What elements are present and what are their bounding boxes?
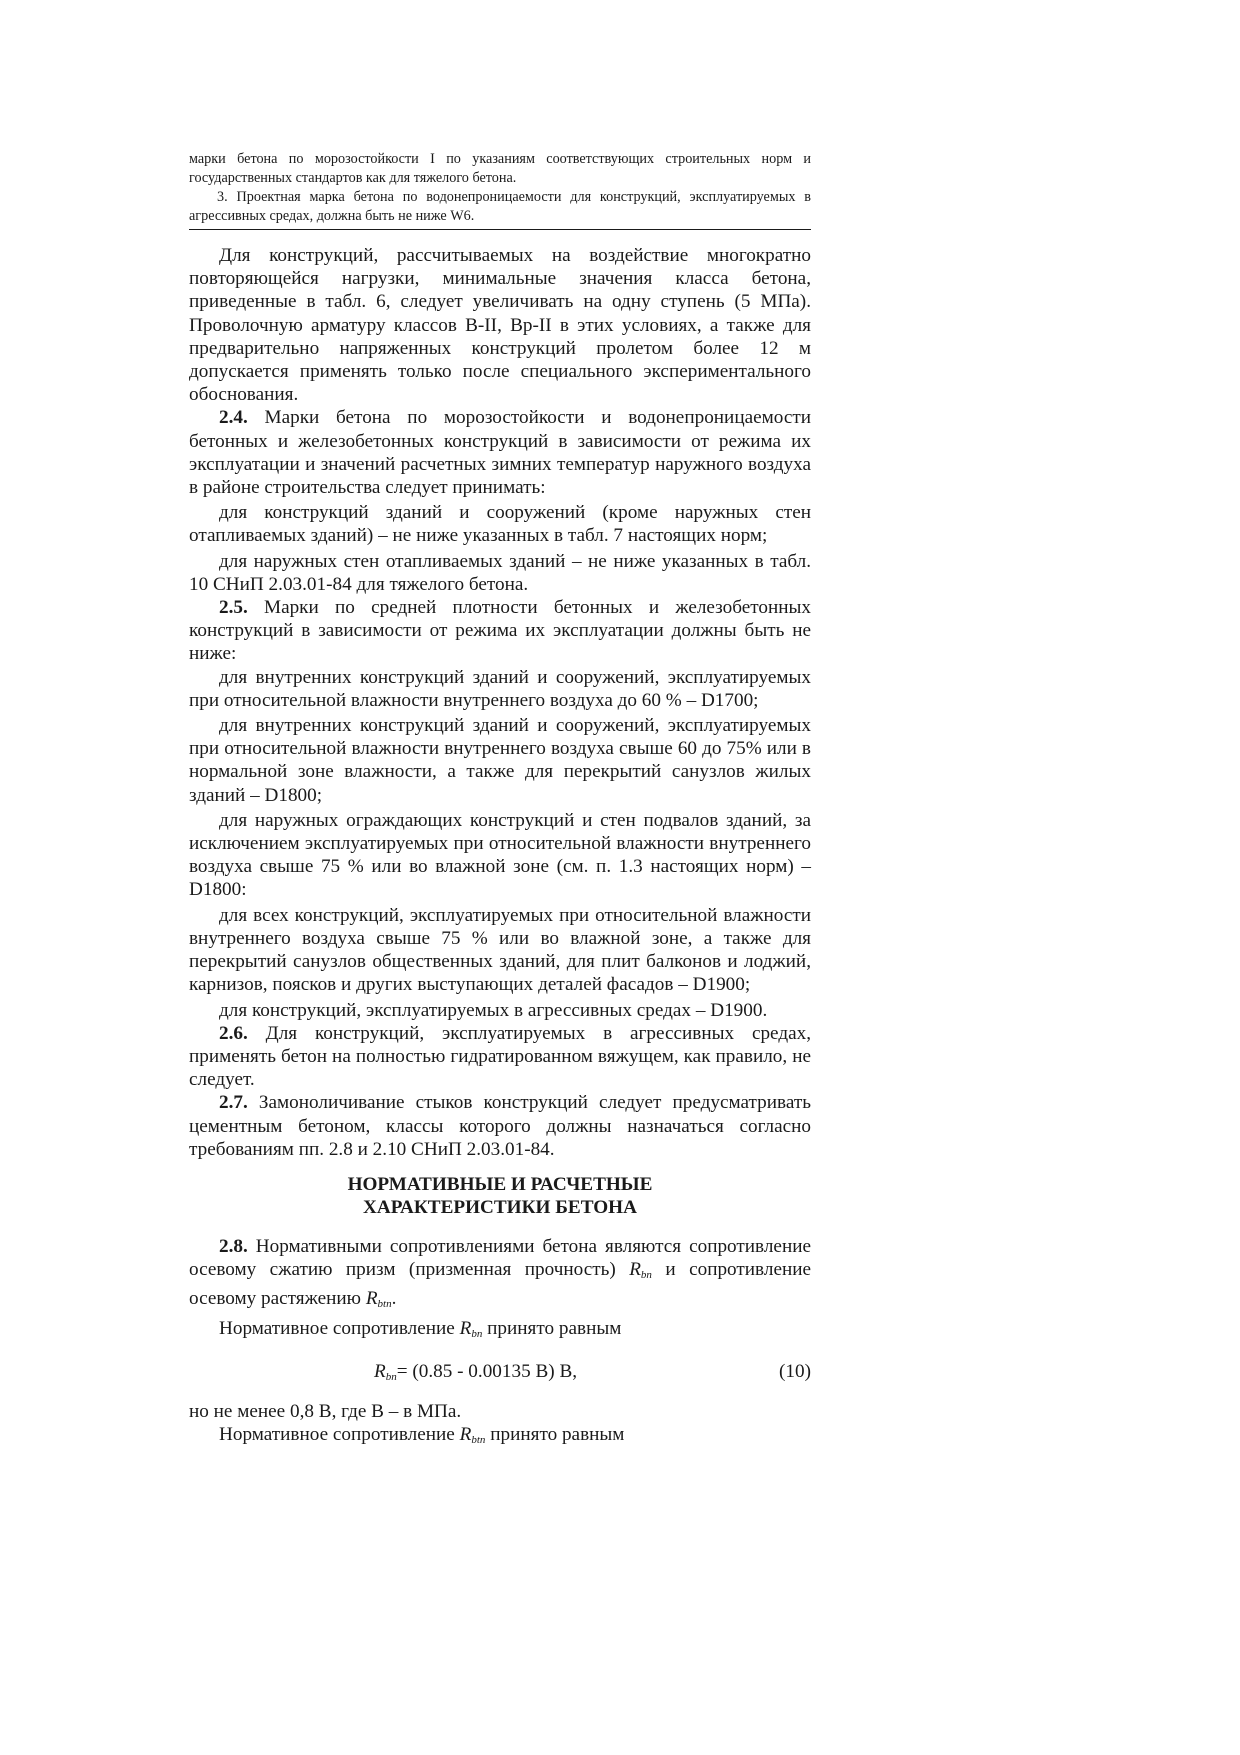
clause-2-5: 2.5. Марки по средней плотности бетонных и железобетонных конструкций в зависимости от режима их эксплуатации должны быть не ниже: bbox=[189, 597, 811, 665]
clause-number: 2.5. bbox=[219, 597, 248, 619]
formula-10 bbox=[189, 1356, 811, 1386]
clause-number: 2.7. bbox=[219, 1092, 248, 1114]
list-item: для наружных стен отапливаемых зданий – не ниже указанных в табл. 10 СНиП 2.03.01-84 для тяжелого бетона. bbox=[189, 550, 811, 595]
clause-number: 2.4. bbox=[219, 407, 248, 429]
clause-number: 2.8. bbox=[219, 1235, 248, 1257]
document-body bbox=[189, 244, 811, 1452]
list-item: для всех конструкций, эксплуатируемых при относительной влажности внутреннего воздуха свыше 75 % или во влажной зоне, а также для перекрытий санузлов общественных зданий, для плит балконов и лоджий, карнизов, поясков и других выступающих деталей фасадов – D1900; bbox=[189, 904, 811, 996]
footnotes bbox=[189, 150, 811, 226]
footnote-divider bbox=[189, 229, 811, 230]
clause-2-6: 2.6. Для конструкций, эксплуатируемых в агрессивных средах, применять бетон на полностью гидратированном вяжущем, как правило, не следует. bbox=[189, 1022, 811, 1091]
clause-2-7: 2.7. Замоноличивание стыков конструкций следует предусматривать цементным бетоном, классы которого должны назначаться согласно требованиям пп. 2.8 и 2.10 СНиП 2.03.01-84. bbox=[189, 1092, 811, 1160]
list-item: для конструкций, эксплуатируемых в агрессивных средах – D1900. bbox=[219, 999, 768, 1021]
clause-2-8: 2.8. Нормативными сопротивлениями бетона являются сопротивление осевому сжатию призм (призменная прочность) $R_{bn}$ и сопротивление осевому растяжению $R_{btn}$. bbox=[189, 1235, 812, 1311]
formula-number: (10) bbox=[779, 1360, 811, 1382]
paragraph: Нормативное сопротивление $R_{btn}$ принято равным bbox=[219, 1423, 625, 1446]
paragraph: Нормативное сопротивление $R_{bn}$ принято равным bbox=[219, 1317, 622, 1340]
list-item: для наружных ограждающих конструкций и стен подвалов зданий, за исключением эксплуатируемых при относительной влажности внутреннего воздуха свыше 75 % или во влажной зоне (см. п. 1.3 настоящих норм) – D1800: bbox=[189, 809, 811, 901]
list-item: для внутренних конструкций зданий и сооружений, эксплуатируемых при относительной влажности внутреннего воздуха свыше 60 до 75% или в нормальной зоне влажности, а также для перекрытий санузлов жилых зданий – D1800; bbox=[189, 715, 811, 806]
footnote-2: 3. Проектная марка бетона по водонепроницаемости для конструкций, эксплуатируемых в агрессивных средах, должна быть не ниже W6. bbox=[189, 189, 811, 224]
section-heading: НОРМАТИВНЫЕ И РАСЧЕТНЫЕ ХАРАКТЕРИСТИКИ БЕТОНА bbox=[347, 1173, 653, 1218]
clause-2-4: 2.4. Марки бетона по морозостойкости и водонепроницаемости бетонных и железобетонных конструкций в зависимости от режима их эксплуатации и значений расчетных зимних температур наружного воздуха в районе строительства следует принимать: bbox=[189, 407, 812, 499]
formula-expression: $R_{bn}= (0.85 - 0.00135$ B) B, bbox=[374, 1360, 578, 1383]
clause-number: 2.6. bbox=[219, 1022, 248, 1044]
paragraph: Для конструкций, рассчитываемых на воздействие многократно повторяющейся нагрузки, минимальные значения класса бетона, приведенные в табл. 6, следует увеличивать на одну ступень (5 МПа). Проволочную арматуру классов В-II, Вр-II в этих условиях, а также для предварительно напряженных конструкций пролетом более 12 м допускается применять только после специального экспериментального обоснования. bbox=[189, 245, 811, 406]
footnote-1: марки бетона по морозостойкости I по указаниям соответствующих строительных норм и государственных стандартов как для тяжелого бетона. bbox=[189, 151, 811, 186]
list-item: для внутренних конструкций зданий и сооружений, эксплуатируемых при относительной влажности внутреннего воздуха до 60 % – D1700; bbox=[189, 666, 811, 711]
paragraph: но не менее 0,8 В, где В – в МПа. bbox=[189, 1400, 462, 1422]
list-item: для конструкций зданий и сооружений (кроме наружных стен отапливаемых зданий) – не ниже указанных в табл. 7 настоящих норм; bbox=[189, 502, 811, 547]
